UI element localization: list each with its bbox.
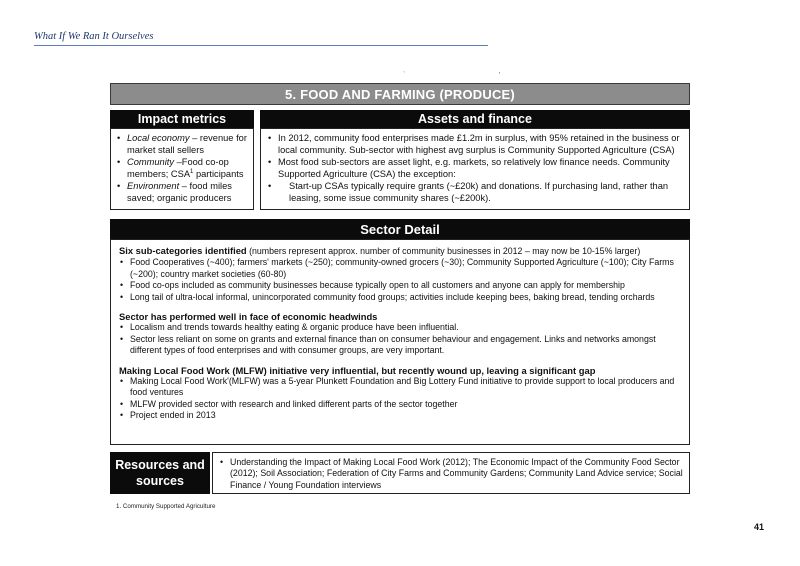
list-item [116,156,249,180]
list-item [267,180,683,204]
section-heading [119,245,683,257]
list-item [116,132,249,156]
section-heading-text: Six sub-categories identified [119,245,247,256]
metric-text: –Food co-op members; CSA [127,157,229,179]
metric-label: Environment [127,181,180,191]
metric-text: – revenue for market stall sellers [127,133,247,155]
list-item: • Food co-ops included as community businesses because typically open to all customers and anyone can apply for membership [119,280,683,291]
page-number: 41 [754,522,765,532]
assets-finance-heading: Assets and finance [260,110,690,128]
list-item: • Most food sub-sectors are asset light, e.g. markets, so relatively low finance needs. Community Supported Agriculture (CSA) the exception: [267,156,683,180]
section-note: (numbers represent approx. number of community businesses in 2012 – may now be 10-15% larger) [246,246,641,256]
sector-detail-panel [110,239,690,445]
page-title-bar [110,83,690,105]
impact-metrics-panel [110,128,254,210]
list-item-text: Start-up CSAs typically require grants (~£20k) and donations. If purchasing land, rather than leasing, some issue community shares (~£200k). [289,181,669,203]
list-item: • Project ended in 2013 [119,410,683,421]
metric-text: – food miles saved; organic producers [127,181,232,203]
resources-heading [110,452,210,494]
list-item: • MLFW provided sector with research and linked different parts of the sector together [119,399,683,410]
impact-metrics-heading: Impact metrics [110,110,254,128]
running-head: What If We Ran It Ourselves [34,31,154,42]
metric-label: Community [127,157,175,167]
list-item: • In 2012, community food enterprises made £1.2m in surplus, with 95% retained in the business or local community. Sub-sector with highest avg surplus is Community Supported Agriculture (CSA) [267,132,683,156]
list-item: • Food Cooperatives (~400); farmers' markets (~250); community-owned grocers (~30); Community Supported Agriculture (~100); City Farms (~200); country market societies (60-80) [119,257,683,280]
stray-mark: ' [499,72,501,79]
header-rule [34,45,488,46]
assets-finance-panel [260,128,690,210]
section-heading: Making Local Food Work (MLFW) initiative very influential, but recently wound up, leaving a significant gap [119,364,596,376]
section-heading: Sector has performed well in face of economic headwinds [119,311,378,323]
footnote: 1. Community Supported Agriculture [116,503,216,510]
metric-label: Local economy [127,133,190,143]
list-item [116,180,249,204]
list-item: • Localism and trends towards healthy eating & organic produce have been influential. [119,322,683,333]
resources-panel [212,452,690,494]
resources-heading-line: sources [136,474,184,488]
stray-mark: ` [403,72,406,79]
list-item: • Understanding the Impact of Making Local Food Work (2012); The Economic Impact of the Community Food Sector (2012); Soil Association; Federation of City Farms and Community Gardens; Community Land Advice service; Social Finance / Young Foundation interviews [219,457,683,491]
list-item: • Making Local Food Work'(MLFW) was a 5-year Plunkett Foundation and Big Lottery Fund initiative to provide support to local producers and food ventures [119,376,683,399]
metric-text: participants [193,169,244,179]
sector-detail-heading: Sector Detail [110,219,690,239]
footnote-marker: 1 [190,168,194,175]
page-title: 5. FOOD AND FARMING (PRODUCE) [285,86,515,102]
list-item: • Long tail of ultra-local informal, unincorporated community food groups; activities include keeping bees, baking bread, tending orchards [119,292,683,303]
list-item: • Sector less reliant on some on grants and external finance than on consumer behaviour and engagement. Links and networks amongst different types of food enterprises and with consumer groups, are very important. [119,334,683,357]
resources-heading-line: Resources and [115,458,205,472]
